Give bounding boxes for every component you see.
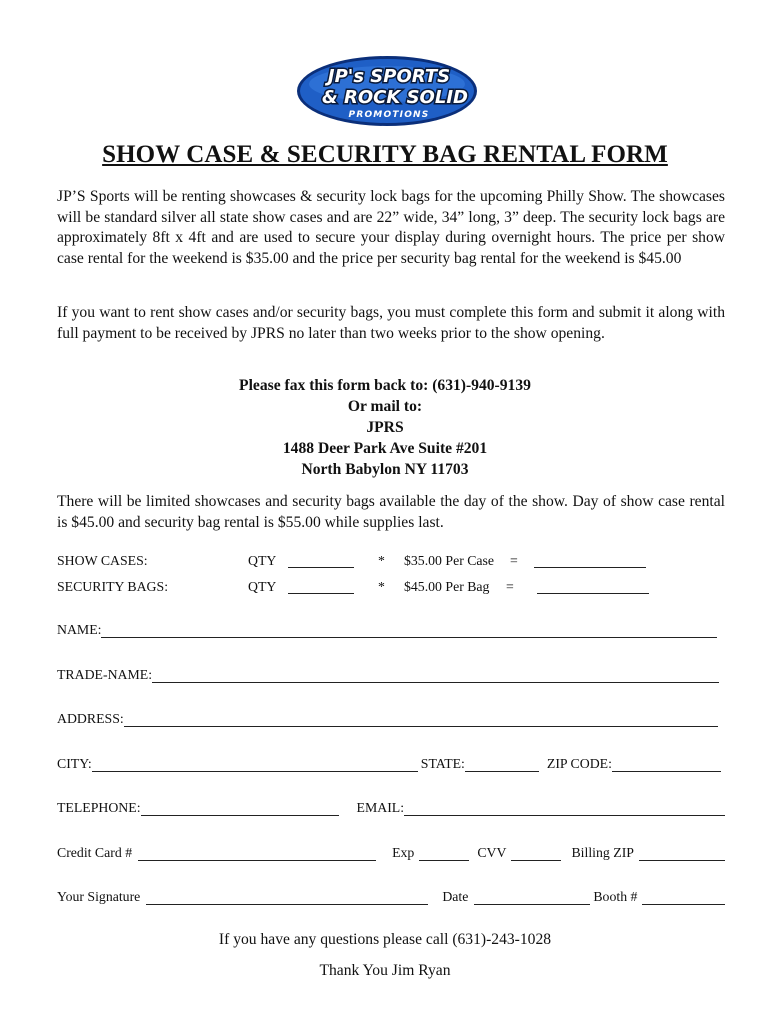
name-input[interactable] xyxy=(101,622,717,638)
booth-input[interactable] xyxy=(642,889,725,905)
billing-zip-label: Billing ZIP xyxy=(571,845,634,860)
total-input[interactable] xyxy=(537,579,649,594)
total-input[interactable] xyxy=(534,553,646,568)
exp-label: Exp xyxy=(392,845,415,860)
booth-label: Booth # xyxy=(593,889,638,904)
trade-name-field-row xyxy=(57,667,719,683)
date-label: Date xyxy=(442,889,469,904)
fax-line: Please fax this form back to: (631)-940-9139 xyxy=(239,377,531,394)
state-label: STATE: xyxy=(420,756,465,771)
signature-label: Your Signature xyxy=(57,889,141,904)
mail-city: North Babylon NY 11703 xyxy=(301,461,469,478)
price-label: $45.00 Per Bag xyxy=(404,579,490,594)
qty-input[interactable] xyxy=(288,553,354,568)
city-state-zip-row xyxy=(57,756,721,772)
qty-input[interactable] xyxy=(288,579,354,594)
signature-input[interactable] xyxy=(146,889,428,905)
state-input[interactable] xyxy=(465,756,539,772)
zip-input[interactable] xyxy=(612,756,721,772)
name-field-row xyxy=(57,622,717,638)
billing-zip-input[interactable] xyxy=(639,845,725,861)
address-field-row xyxy=(57,711,718,727)
trade-name-input[interactable] xyxy=(152,667,719,683)
form-title: SHOW CASE & SECURITY BAG RENTAL FORM xyxy=(102,141,668,168)
fax-mail-block xyxy=(0,375,770,480)
address-label: ADDRESS: xyxy=(57,711,124,726)
cvv-label: CVV xyxy=(477,845,507,860)
order-label: SECURITY BAGS: xyxy=(57,579,169,594)
mail-company: JPRS xyxy=(366,419,404,436)
qty-label: QTY xyxy=(248,553,277,568)
price-label: $35.00 Per Case xyxy=(404,553,495,568)
logo-line3: PROMOTIONS xyxy=(348,110,430,120)
thank-you-line: Thank You Jim Ryan xyxy=(319,962,451,979)
mail-line: Or mail to: xyxy=(347,398,423,415)
credit-card-row xyxy=(57,845,725,861)
equals-sign: = xyxy=(506,579,514,594)
jps-sports-logo xyxy=(285,54,490,128)
credit-card-input[interactable] xyxy=(138,845,376,861)
times-sign: * xyxy=(378,553,385,568)
qty-label: QTY xyxy=(248,579,277,594)
credit-card-label: Credit Card # xyxy=(57,845,133,860)
intro-paragraph: JP’S Sports will be renting showcases & security lock bags for the upcoming Philly Show. The showcases will be standard silver all state show cases and are 22” wide, 34” long, 3” deep. The security lock bags are approximately 8ft x 4ft and are used to secure your display during overnight hours. The price per show case rental for the weekend is $35.00 and the price per security bag rental for the weekend is $45.00 xyxy=(57,188,725,267)
date-input[interactable] xyxy=(474,889,590,905)
order-label: SHOW CASES: xyxy=(57,553,148,568)
day-of-show-paragraph: There will be limited showcases and security bags available the day of the show. Day of show case rental is $45.00 and security bag rental is $55.00 while supplies last. xyxy=(57,493,725,531)
city-label: CITY: xyxy=(57,756,92,771)
city-input[interactable] xyxy=(92,756,418,772)
instructions-paragraph: If you want to rent show cases and/or security bags, you must complete this form and submit it along with full payment to be received by JPRS no later than two weeks prior to the show opening. xyxy=(57,304,725,342)
times-sign: * xyxy=(378,579,385,594)
cvv-input[interactable] xyxy=(511,845,561,861)
questions-line: If you have any questions please call (631)-243-1028 xyxy=(218,931,552,948)
telephone-input[interactable] xyxy=(141,800,339,816)
exp-input[interactable] xyxy=(419,845,469,861)
trade-name-label: TRADE-NAME: xyxy=(57,667,153,682)
email-input[interactable] xyxy=(404,800,725,816)
email-label: EMAIL: xyxy=(356,800,405,815)
telephone-label: TELEPHONE: xyxy=(57,800,141,815)
mail-street: 1488 Deer Park Ave Suite #201 xyxy=(282,440,488,457)
address-input[interactable] xyxy=(124,711,718,727)
equals-sign: = xyxy=(510,553,518,568)
zip-label: ZIP CODE: xyxy=(546,756,612,771)
logo-line1: JP's SPORTS xyxy=(327,66,451,87)
name-label: NAME: xyxy=(57,622,102,637)
signature-row xyxy=(57,889,725,905)
logo-line2: & ROCK SOLID xyxy=(322,87,468,108)
telephone-email-row xyxy=(57,800,725,816)
